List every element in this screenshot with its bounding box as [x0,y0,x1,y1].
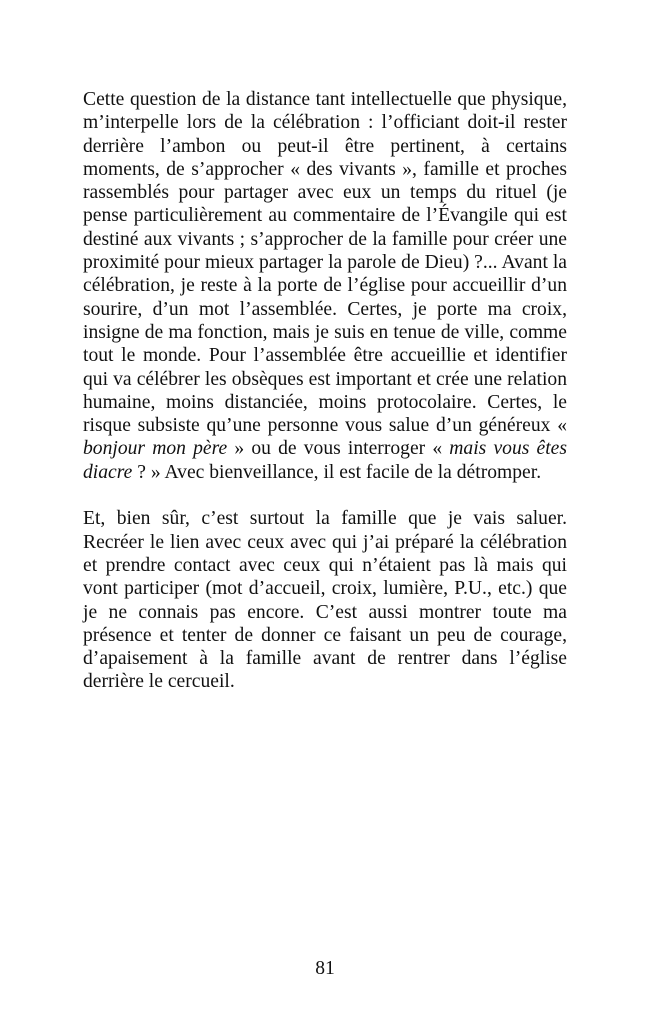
paragraph-2 [83,507,567,693]
paragraph-1-text-2: » ou de vous interroger « [227,438,450,460]
paragraph-1-text-1: Cette question de la distance tant intellectuelle que physique, m’interpelle lors de la célébration : l’officiant doit-il rester derrière l’ambon ou peut-il être pertinent, à certains moments, de s’approcher « des vivants », famille et proches rassemblés pour partager avec eux un temps du rituel (je pense particulièrement au commentaire de l’Évangile qui est destiné aux vivants ; s’approcher de la famille pour créer une proximité pour mieux partager la parole de Dieu) ?... Avant la célébration, je reste à la porte de l’église pour accueillir d’un sourire, d’un mot l’assemblée. Certes, je porte ma croix, insigne de ma fonction, mais je suis en tenue de ville, comme tout le monde. Pour l’assemblée être accueillie et identifier qui va célébrer les obsèques est important et crée une relation humaine, moins distanciée, moins protocolaire. Certes, le risque subsiste qu’une personne vous salue d’un généreux « [83,89,567,437]
page-body [83,88,567,694]
paragraph-1 [83,88,567,484]
paragraph-1-italic-bonjour: bonjour mon père [83,438,228,460]
page-number: 81 [315,958,335,979]
paragraph-1-italic-diacre: mais vous êtes diacre [83,438,567,483]
paragraph-1-text-3: ? » Avec bienveillance, il est facile de la détromper. [132,461,542,483]
paragraph-2-text-1: Et, bien sûr, c’est surtout la famille que je vais saluer. Recréer le lien avec ceux avec qui j’ai préparé la célébration et prendre contact avec ceux qui n’étaient pas là mais qui vont participer (mot d’accueil, croix, lumière, P.U., etc.) que je ne connais pas encore. C’est aussi montrer toute ma présence et tenter de donner ce faisant un peu de courage, d’apaisement à la famille avant de rentrer dans l’église derrière le cercueil. [83,508,567,693]
